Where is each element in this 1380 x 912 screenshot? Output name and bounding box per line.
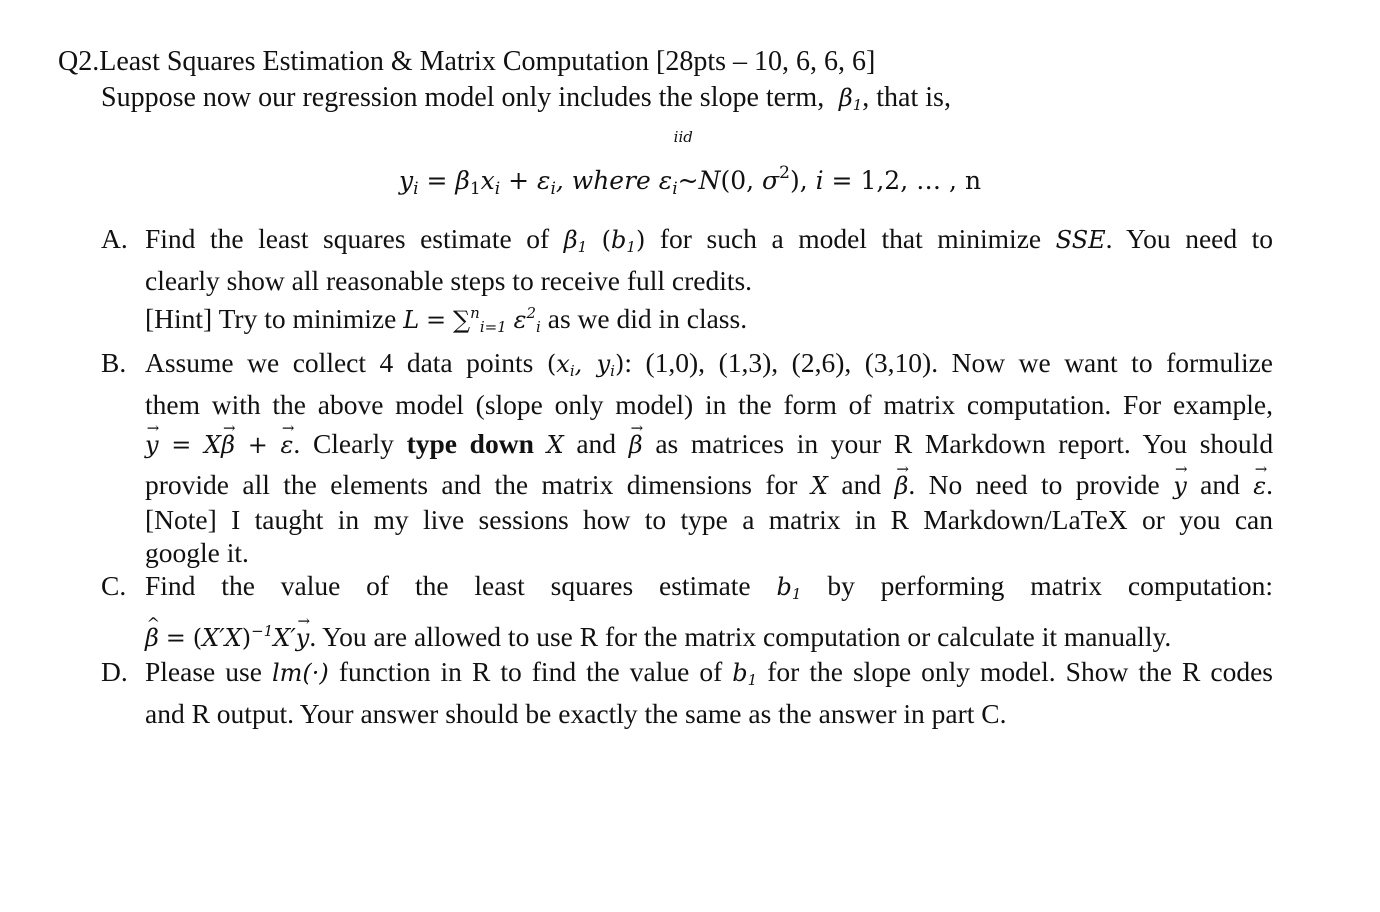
part-b-line-1: Assume we collect 4 data points (xi, yi): (1,0), (1,3), (2,6), (3,10). Now we want to formulize	[145, 347, 1273, 380]
and-word: and	[576, 428, 617, 459]
part-b-line-3: y → = Xβ → + ε →. Clearly type down X and β → as matrices in your R Markdown report. You should	[145, 427, 1273, 462]
part-c-line-2: β ^ = $(X'X)^{-1}X'y$ →. You are allowed to use R for the matrix computation or calculate it manually.	[145, 615, 1273, 655]
hint-text: [Hint] Try to minimize	[145, 303, 397, 334]
part-d-line-2: and R output. Your answer should be exactly the same as the answer in part C.	[145, 698, 1007, 729]
equation-where: where	[571, 166, 651, 195]
type-down-emphasis: type down	[406, 428, 534, 459]
intro-text-end: , that is,	[862, 82, 951, 113]
equation-lhs: y	[398, 166, 414, 195]
and-word-3: and	[1200, 469, 1240, 500]
part-b-line-6: google it.	[145, 537, 249, 568]
part-a-text-1: Find the least squares estimate of	[145, 223, 550, 254]
iid-tilde: iid ~	[673, 128, 699, 195]
part-b	[101, 346, 1273, 569]
question-heading: Q2.Least Squares Estimation & Matrix Computation [28pts – 10, 6, 6, 6]	[58, 46, 876, 77]
part-b-text-5: provide all the elements and the matrix dimensions for	[145, 469, 798, 500]
model-equation: $y_i = \beta_1x_i + \varepsilon_i$, where $\varepsilon_i$ iid ~N(0, $\sigma^2$), i = 1,2, … , n	[0, 138, 1380, 198]
part-d-marker: D.	[101, 656, 128, 687]
part-a-text-2: for such a model that minimize	[659, 223, 1042, 254]
lm-function: lm(·)	[272, 659, 329, 687]
iid-label: iid	[673, 128, 693, 146]
part-b-text-3: . Clearly	[293, 428, 394, 459]
part-c-text-3: . You are allowed to use R for the matrix computation or calculate it manually.	[309, 621, 1172, 652]
part-b-text-2: : (1,0), (1,3), (2,6), (3,10). Now we want to formulize	[624, 347, 1273, 378]
part-d	[101, 655, 1273, 730]
part-b-text-6: . No need to provide	[908, 469, 1160, 500]
part-b-line-2: them with the above model (slope only model) in the form of matrix computation. For example,	[145, 389, 1273, 420]
hint-text-end: as we did in class.	[547, 303, 748, 334]
part-a	[101, 222, 1273, 344]
part-a-marker: A.	[101, 223, 128, 254]
part-b-line-4: provide all the elements and the matrix dimensions for X and β →. No need to provide y → and ε →.	[145, 468, 1273, 503]
part-c-text-2: by performing matrix computation:	[827, 570, 1274, 601]
part-a-hint: [Hint] Try to minimize L = ∑$^n$i=1 $\varepsilon^2i$ as we did in class.	[145, 303, 748, 336]
part-b-marker: B.	[101, 347, 127, 378]
part-b-text-1: Assume we collect 4 data points	[145, 347, 534, 378]
part-a-text-3: . You need to	[1105, 223, 1274, 254]
question-intro	[101, 80, 951, 123]
part-d-text-3: for the slope only model. Show the R codes	[767, 656, 1274, 687]
part-c-text-1: Find the value of the least squares estimate	[145, 570, 751, 601]
part-c-marker: C.	[101, 570, 127, 601]
part-b-text-4: as matrices in your R Markdown report. You should	[655, 428, 1274, 459]
intro-text: Suppose now our regression model only includes the slope term,	[101, 82, 825, 113]
part-a-line-2: clearly show all reasonable steps to receive full credits.	[145, 265, 753, 296]
part-a-line-1: Find the least squares estimate of β1 (b1) for such a model that minimize SSE. You need to	[145, 223, 1274, 256]
part-d-text-1: Please use	[145, 656, 262, 687]
sse-symbol: SSE	[1055, 226, 1106, 254]
part-d-line-1: Please use lm(·) function in R to find the value of b1 for the slope only model. Show the R codes	[145, 656, 1274, 689]
part-c-line-1: Find the value of the least squares estimate b1 by performing matrix computation:	[145, 570, 1274, 603]
question-parts	[101, 222, 1273, 730]
part-c	[101, 569, 1273, 655]
beta1-symbol: β1	[831, 84, 863, 114]
and-word-2: and	[841, 469, 882, 500]
part-b-line-5: [Note] I taught in my live sessions how to type a matrix in R Markdown/LaTeX or you can	[145, 504, 1273, 535]
part-d-text-2: function in R to find the value of	[338, 656, 723, 687]
equation-index-range: 1,2, … , n	[860, 166, 982, 195]
